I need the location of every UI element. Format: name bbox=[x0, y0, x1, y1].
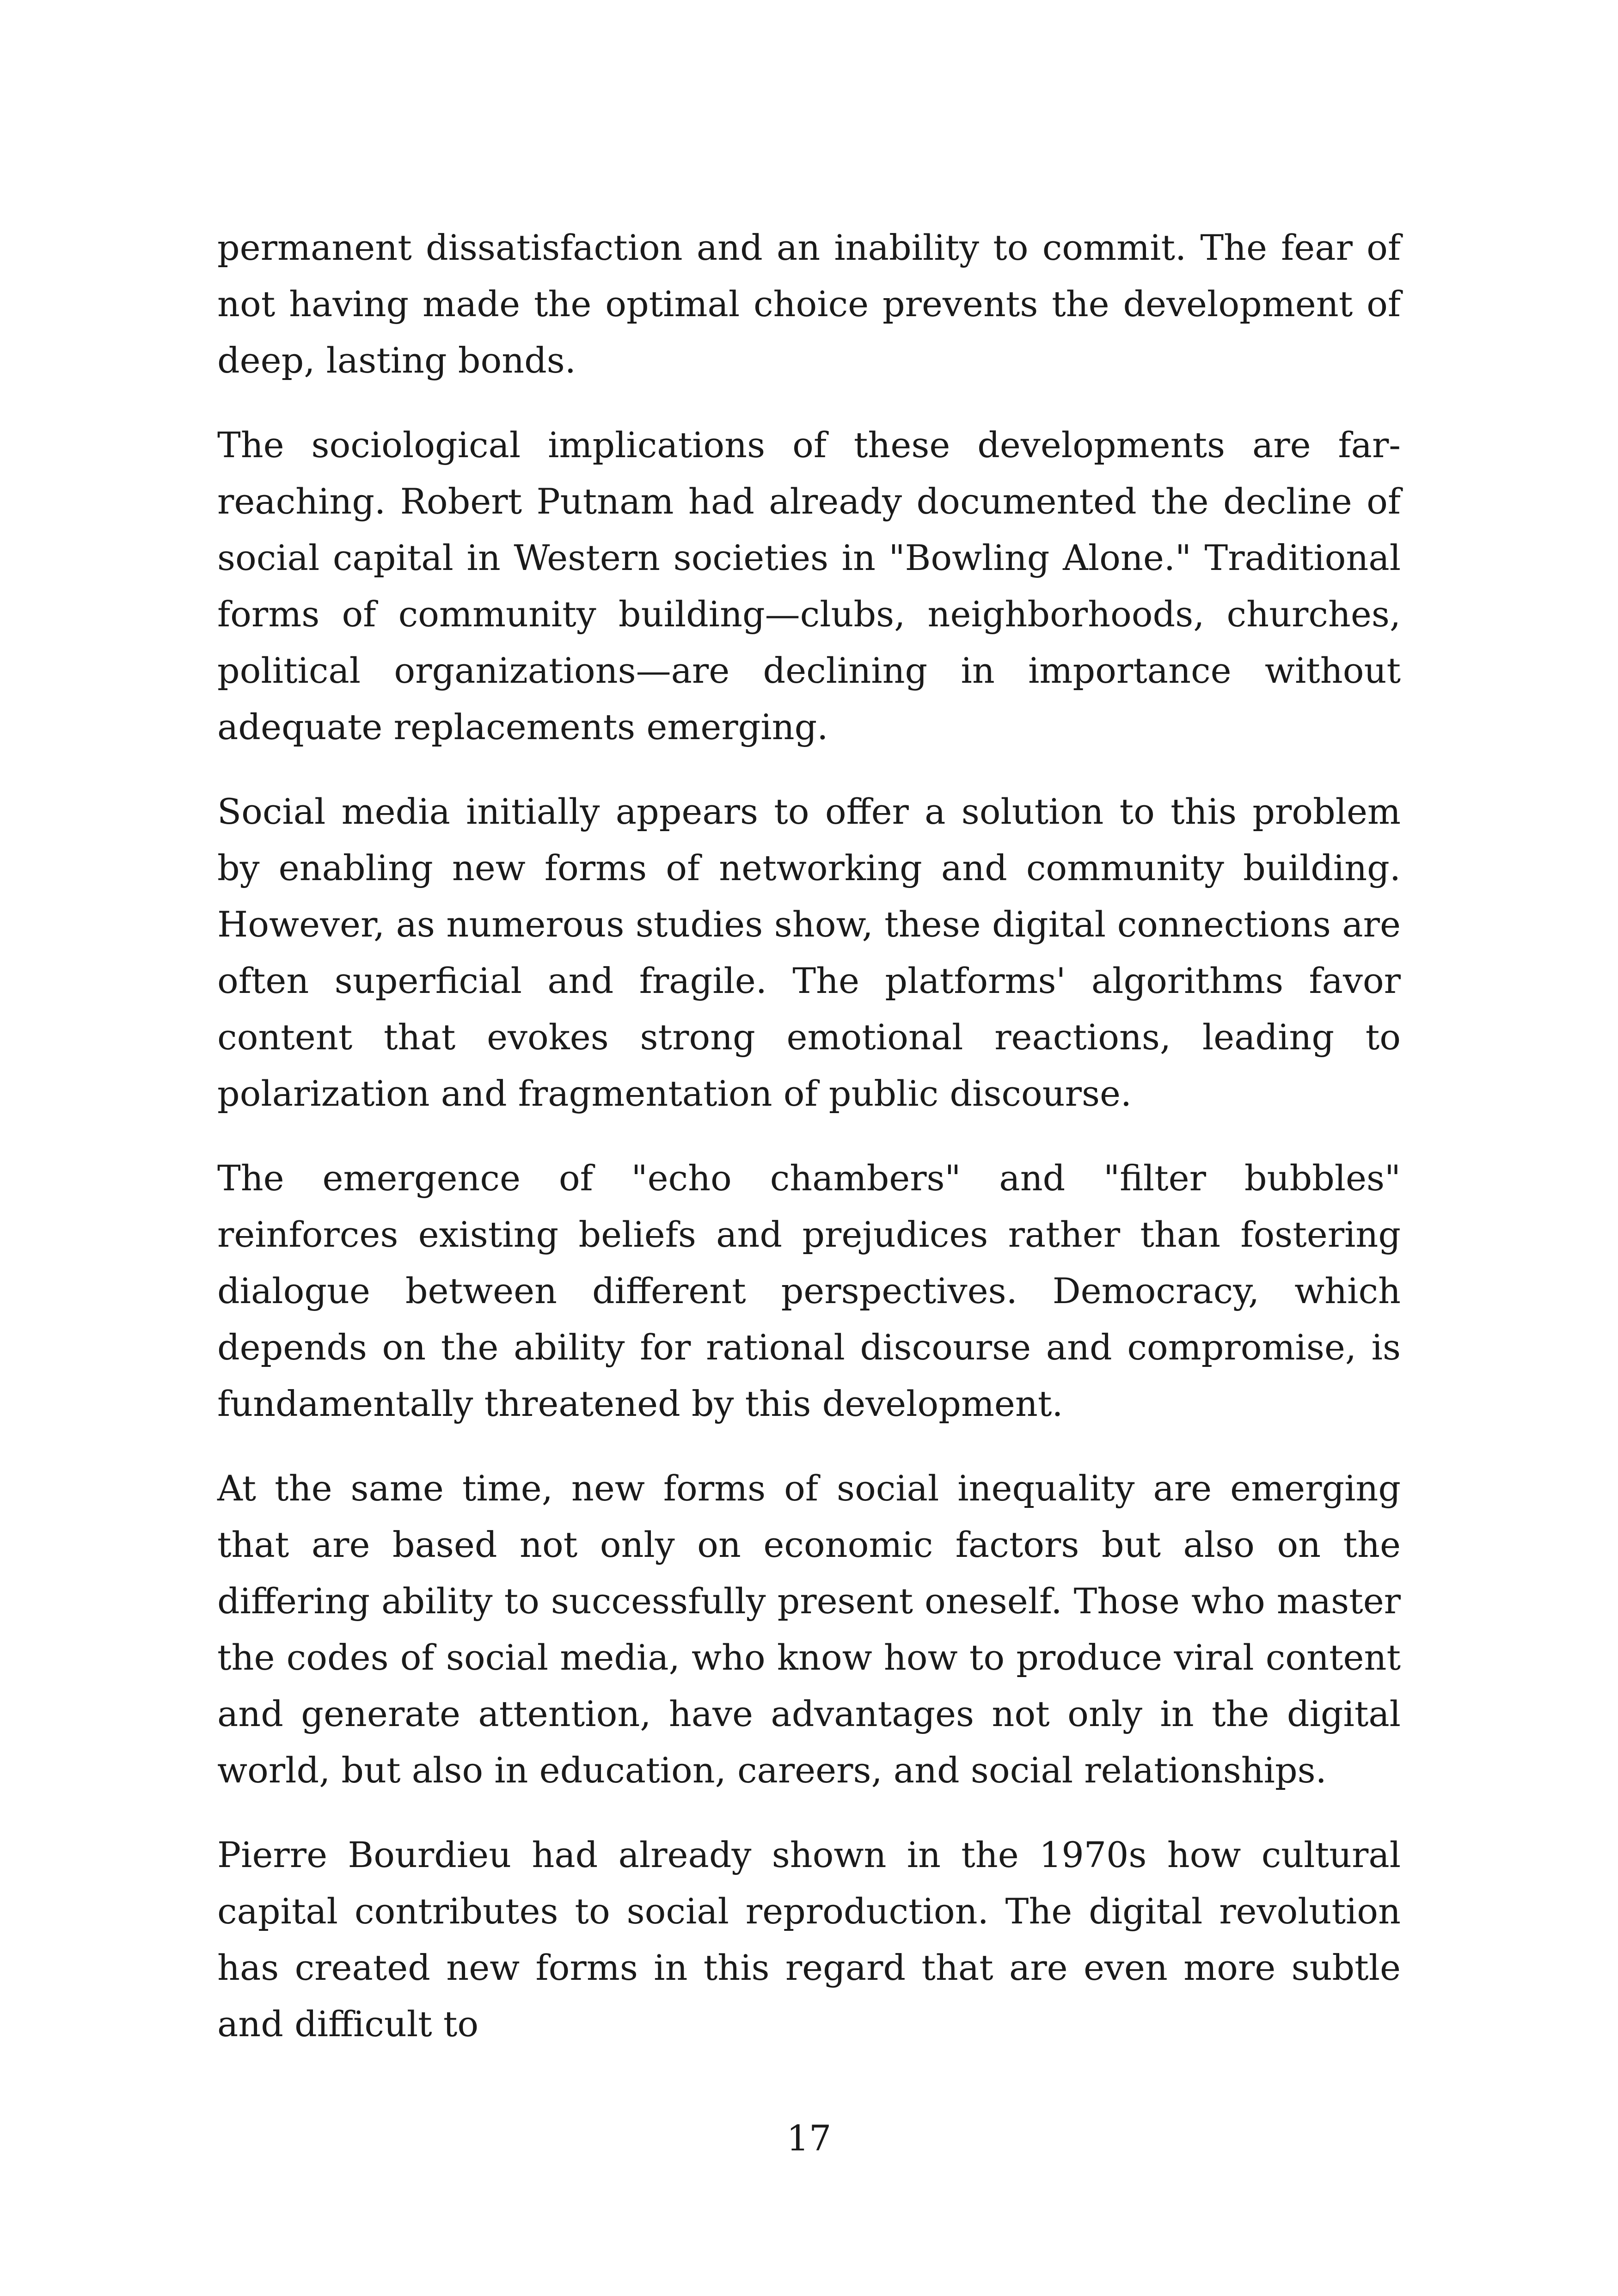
paragraph: Social media initially appears to offer a solution to this problem by enabling new forms of networking and community building. However, as numerous studies show, these digital connections are often superficial and fragile. The platforms' algorithms favor content that evokes strong emotional reactions, leading to polarization and fragmentation of public discourse. bbox=[217, 791, 1401, 1114]
paragraph: The sociological implications of these developments are far-reaching. Robert Putnam had already documented the decline of social capital in Western societies in "Bowling Alone." Traditional forms of community building—clubs, neighborhoods, churches, political organizations—are declining in importance without adequate replacements emerging. bbox=[217, 424, 1401, 747]
paragraph: The emergence of "echo chambers" and "filter bubbles" reinforces existing beliefs and prejudices rather than fostering dialogue between different perspectives. Democracy, which depends on the ability for rational discourse and compromise, is fundamentally threatened by this development. bbox=[217, 1157, 1401, 1424]
paragraph: permanent dissatisfaction and an inability to commit. The fear of not having made the optimal choice prevents the development of deep, lasting bonds. bbox=[217, 227, 1401, 381]
paragraph: Pierre Bourdieu had already shown in the 1970s how cultural capital contributes to social reproduction. The digital revolution has created new forms in this regard that are even more subtle and difficult to bbox=[217, 1834, 1401, 2045]
paragraph: At the same time, new forms of social inequality are emerging that are based not only on economic factors but also on the differing ability to successfully present oneself. Those who master the codes of social media, who know how to produce viral content and generate attention, have advantages not only in the digital world, but also in education, careers, and social relationships. bbox=[217, 1468, 1401, 1791]
body-text bbox=[217, 220, 1401, 2081]
page-number: 17 bbox=[786, 2118, 832, 2159]
